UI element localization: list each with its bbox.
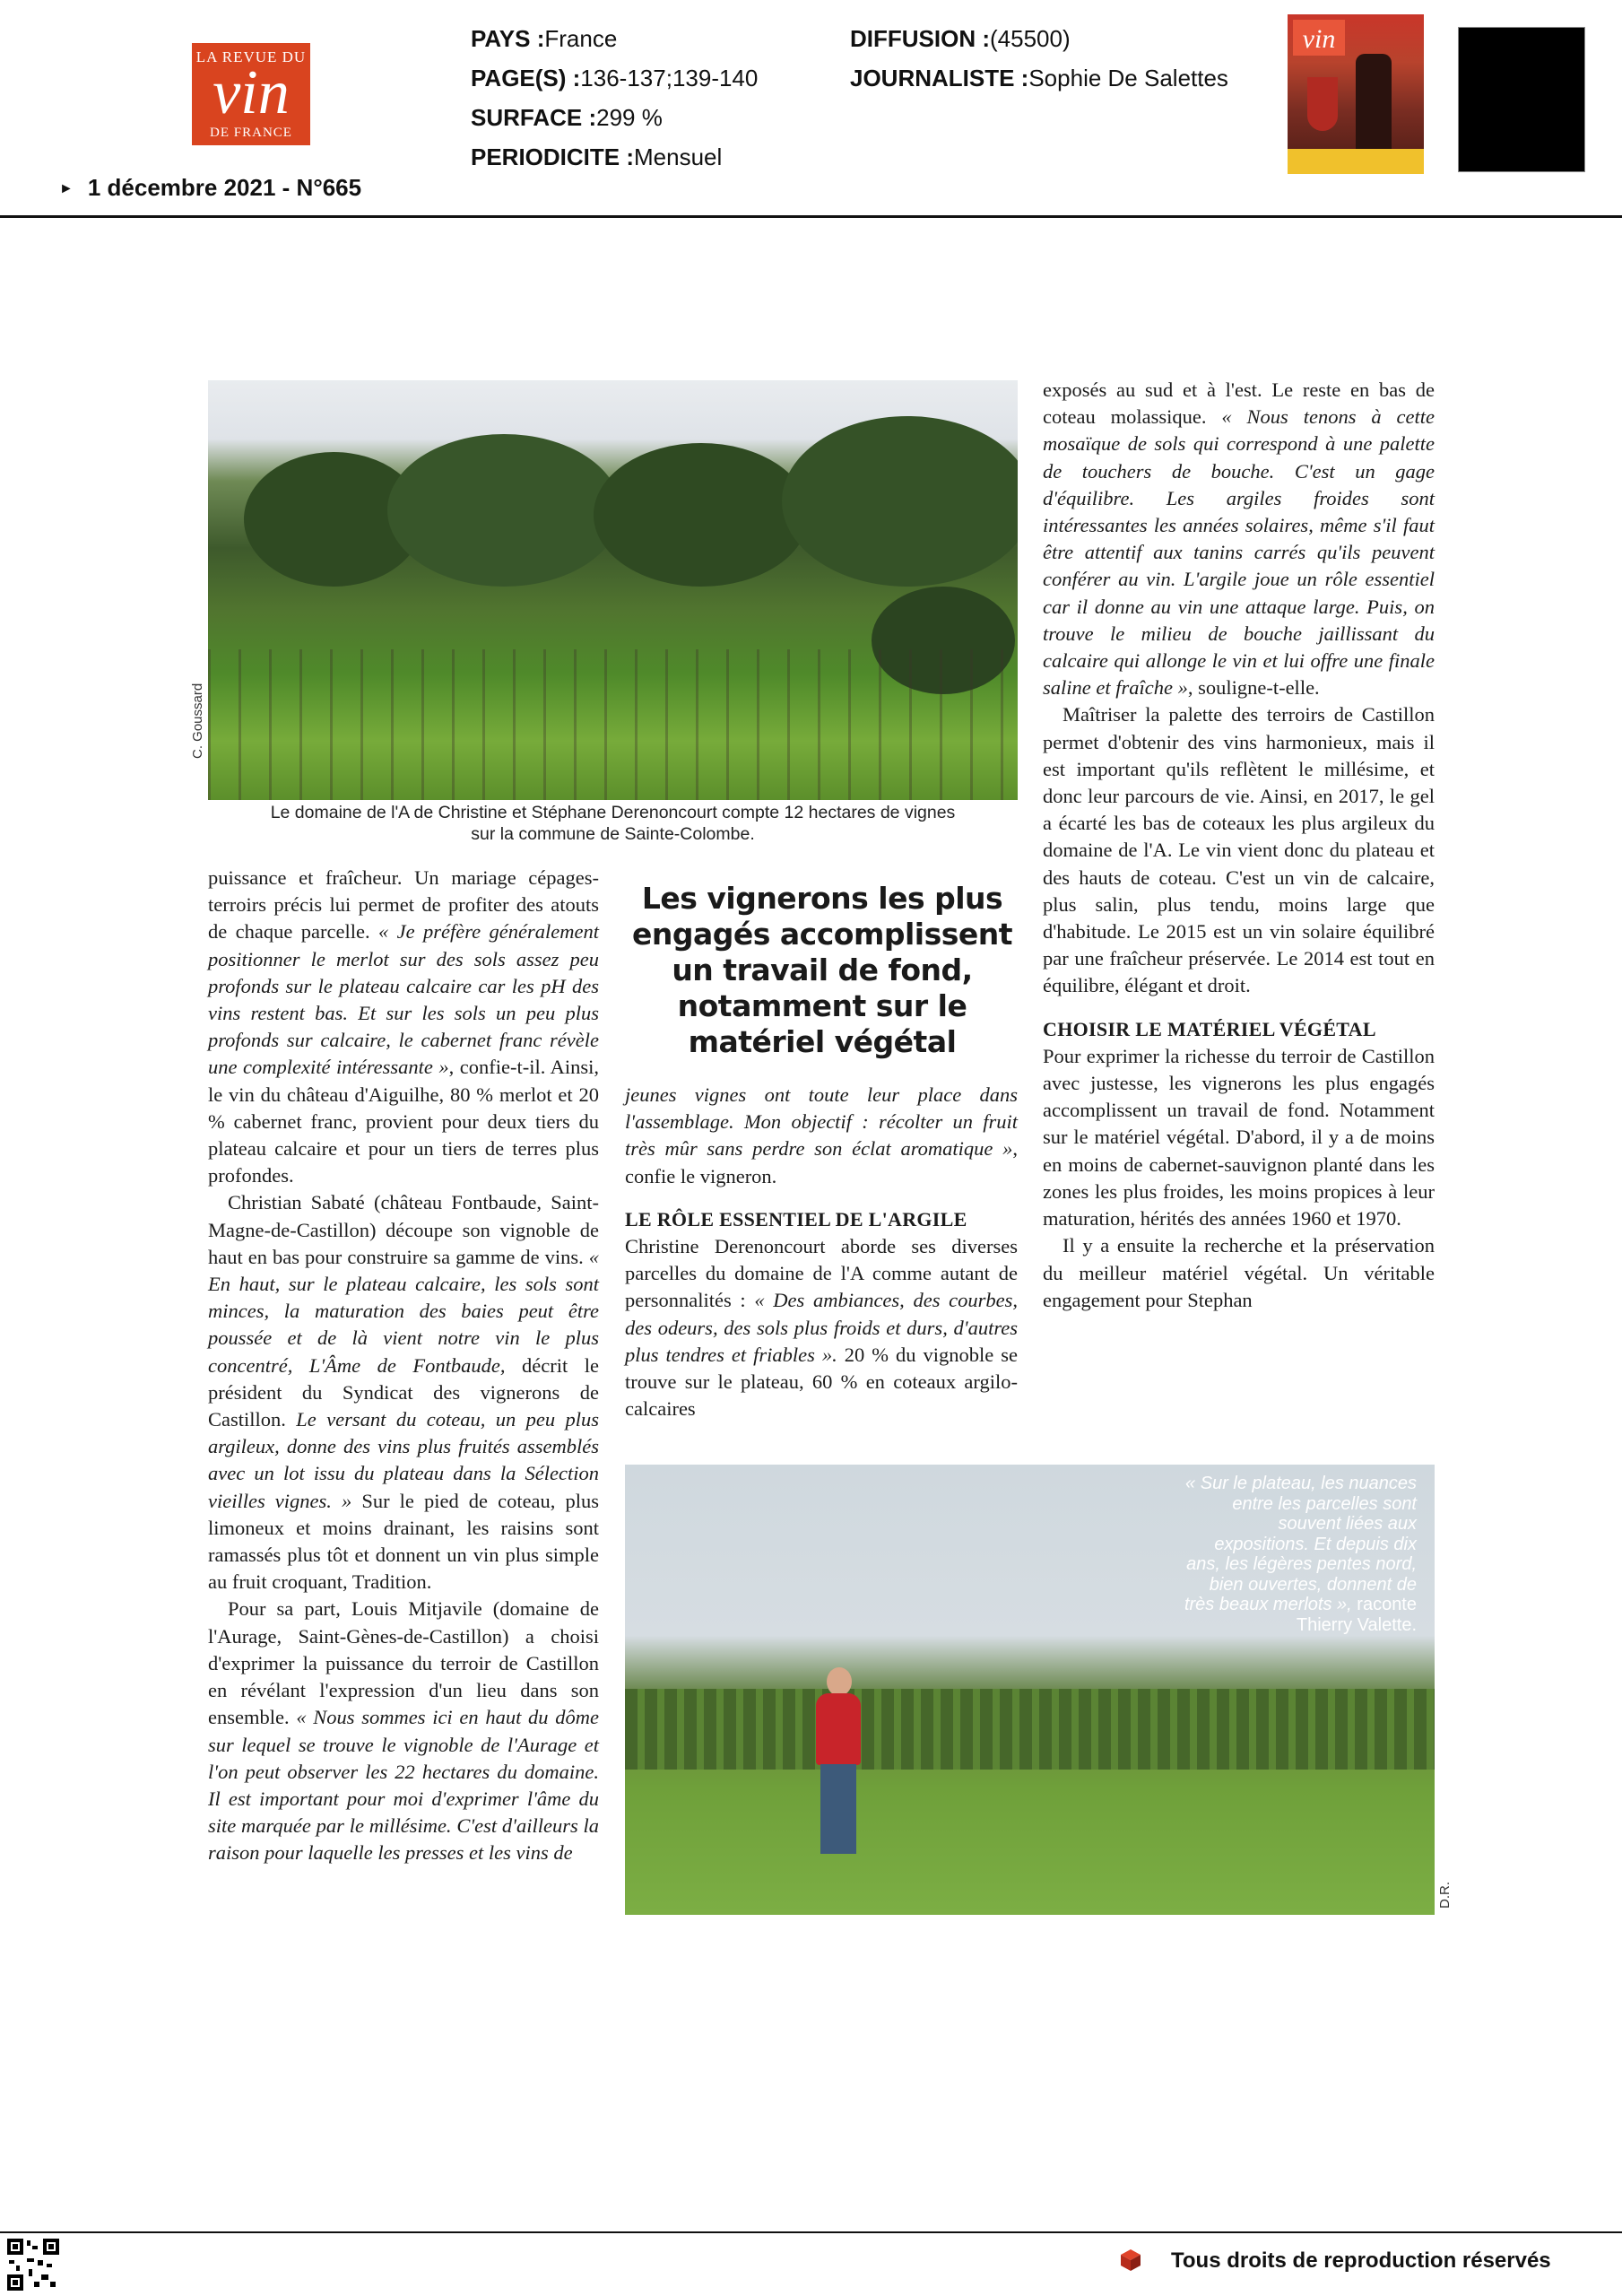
photo2-credit: D.R. bbox=[1437, 1882, 1453, 1909]
article-column-1 bbox=[208, 865, 599, 1867]
surface-value: 299 % bbox=[596, 104, 663, 131]
paragraph: Pour sa part, Louis Mitjavile (domaine de l'Aurage, Saint-Gènes-de-Castillon) a choisi d'exprimer la puissance du terroir de Castillon en révélant l'expression d'un lieu dans son ensemble. « Nous sommes ici en haut du dôme sur lequel se trouve le vignoble de l'Aurage et l'on peut observer les 22 hectares du domaine. Il est important pour moi d'exprimer l'âme du site marquée par le millésime. C'est d'ailleurs la raison pour laquelle les presses et les vins de bbox=[208, 1597, 599, 1865]
person-head bbox=[827, 1667, 852, 1696]
meta-diffusion bbox=[850, 25, 1071, 53]
vineyard-photo bbox=[208, 380, 1018, 800]
pays-value: France bbox=[544, 25, 618, 52]
periodicite-value: Mensuel bbox=[634, 144, 723, 170]
diffusion-value: (45500) bbox=[990, 25, 1071, 52]
copyright-notice: Tous droits de reproduction réservés bbox=[1171, 2248, 1551, 2273]
paragraph: Maîtriser la palette des terroirs de Castillon permet d'obtenir des vins harmonieux, mais il est important qu'ils reflètent le millésime, et donc leur parcours de vie. Ainsi, en 2017, le gel a écarté les bas de coteaux les plus argileux du domaine de l'A. Le vin vient donc du plateau et des hauts de coteau. C'est un vin de calcaire, plus salin, plus tendu, moins large que d'habitude. Le 2015 est un vin solaire équilibré par une fraîcheur préservée. Le 2014 est tout en équilibre, élégant et droit. bbox=[1043, 703, 1435, 997]
photo1-credit: C. Goussard bbox=[190, 683, 205, 759]
magazine-cover-thumbnail: vin bbox=[1288, 14, 1424, 174]
photo1-caption bbox=[208, 802, 1018, 845]
header-divider bbox=[0, 215, 1622, 218]
paragraph: jeunes vignes ont toute leur place dans l'assemblage. Mon objectif : récolter un fruit très mûr sans perdre son éclat aromatique », confie le vigneron. bbox=[625, 1083, 1018, 1187]
page-thumbnail bbox=[1458, 27, 1585, 172]
meta-periodicite bbox=[471, 144, 722, 171]
pages-value: 136-137;139-140 bbox=[580, 65, 759, 91]
section-heading: CHOISIR LE MATÉRIEL VÉGÉTAL bbox=[1043, 1017, 1376, 1040]
section-heading: LE RÔLE ESSENTIEL DE L'ARGILE bbox=[625, 1207, 967, 1231]
journaliste-value: Sophie De Salettes bbox=[1028, 65, 1228, 91]
caption-line-1: Le domaine de l'A de Christine et Stéphane Derenoncourt compte 12 hectares de vignes bbox=[270, 803, 956, 822]
logo-main-text: vin bbox=[213, 58, 290, 127]
diffusion-label: DIFFUSION : bbox=[850, 25, 990, 52]
qr-code-icon bbox=[7, 2239, 59, 2291]
issue-date: 1 décembre 2021 - N°665 bbox=[87, 174, 362, 201]
issue-date-line bbox=[59, 174, 361, 202]
arrow-right-icon: ► bbox=[59, 181, 74, 196]
photo2-attribution: raconte Thierry Valette. bbox=[1296, 1595, 1417, 1635]
logo-top-text: LA REVUE DU bbox=[195, 48, 307, 65]
paragraph: Christian Sabaté (château Fontbaude, Saint-Magne-de-Castillon) découpe son vignoble de haut en bas pour construire sa gamme de vins. « En haut, sur le plateau calcaire, les sols sont minces, la maturation des baies peut être poussée et de là vient notre vin le plus concentré, L'Âme de Fontbaude, décrit le président du Syndicat des vignerons de Castillon. Le versant du coteau, un peu plus argileux, donne des vins plus fruités assemblés avec un lot issu du plateau dans la Sélection vieilles vignes. » Sur le pied de coteau, plus limoneux et moins drainant, les raisins sont ramassés plus tôt et donnent un vin plus simple au fruit croquant, Tradition. bbox=[208, 1191, 600, 1594]
paragraph: puissance et fraîcheur. Un mariage cépages-terroirs précis lui permet de profiter des atouts de chaque parcelle. « Je préfère généralement positionner le merlot sur des sols assez peu profonds sur le plateau calcaire car les pH des vins restent bas. Et sur les sols un peu plus profonds sur calcaire, le cabernet franc révèle une complexité intéressante », confie-t-il. Ainsi, le vin du château d'Aiguilhe, 80 % merlot et 20 % cabernet franc, provient pour deux tiers du plateau calcaire et pour un tiers de terres plus profondes. bbox=[208, 866, 600, 1187]
article-column-3 bbox=[1043, 377, 1435, 1314]
journaliste-label: JOURNALISTE : bbox=[850, 65, 1029, 91]
magazine-logo bbox=[192, 43, 310, 145]
pages-label: PAGE(S) : bbox=[471, 65, 581, 91]
person-legs bbox=[820, 1764, 856, 1854]
pays-label: PAYS : bbox=[471, 25, 545, 52]
meta-pays bbox=[471, 25, 617, 53]
periodicite-label: PERIODICITE : bbox=[471, 144, 635, 170]
paragraph: exposés au sud et à l'est. Le reste en bas de coteau molassique. « Nous tenons à cette mosaïque de sols qui correspond à une palette de touchers de bouche. C'est un gage d'équilibre. Les argiles froides sont intéressantes les années solaires, même s'il faut être attentif aux tanins carrés qu'ils peuvent conférer au vin. L'argile joue un rôle essentiel car il donne au vin une attaque large. Puis, on trouve le milieu de bouche jaillissant du calcaire qui allonge le vin et lui offre une finale saline et fraîche », souligne-t-elle. bbox=[1043, 378, 1435, 700]
meta-pages bbox=[471, 65, 758, 92]
paragraph: Christine Derenoncourt aborde ses diverses parcelles du domaine de l'A comme autant de personnalités : « Des ambiances, des courbes, des odeurs, des sols plus froids et durs, d'autres plus tendres et friables ». 20 % du vignoble se trouve sur le plateau, 60 % en coteaux argilo-calcaires bbox=[625, 1235, 1019, 1421]
caption-line-2: sur la commune de Sainte-Colombe. bbox=[471, 824, 755, 844]
logo-bottom-text: DE FRANCE bbox=[210, 126, 292, 140]
cube-logo-icon bbox=[1119, 2248, 1142, 2272]
paragraph: Pour exprimer la richesse du terroir de Castillon avec justesse, les vignerons les plus engagés accomplissent un travail de fond. Notamment sur le matériel végétal. D'abord, il y a de moins en moins de cabernet-sauvignon planté dans les zones les plus froides, les moins propices à leur maturation, hérités des années 1960 et 1970. bbox=[1043, 1044, 1435, 1231]
article-column-2 bbox=[625, 1082, 1018, 1422]
meta-surface bbox=[471, 104, 663, 132]
surface-label: SURFACE : bbox=[471, 104, 597, 131]
pull-quote: Les vignerons les plus engagés accomplissent un travail de fond, notamment sur le matériel végétal bbox=[631, 881, 1013, 1059]
person-body bbox=[816, 1693, 861, 1765]
paragraph: Il y a ensuite la recherche et la préservation du meilleur matériel végétal. Un véritable engagement pour Stephan bbox=[1043, 1234, 1435, 1311]
meta-journaliste bbox=[850, 65, 1228, 92]
photo2-quote: « Sur le plateau, les nuances entre les parcelles sont souvent liées aux expositions. Et depuis dix ans, les légères pentes nord, bien ouvertes, donnent de très beaux merlots », raconte Thierry Valette. bbox=[1184, 1474, 1417, 1635]
footer-divider bbox=[0, 2231, 1622, 2233]
winemaker-photo bbox=[625, 1465, 1435, 1915]
